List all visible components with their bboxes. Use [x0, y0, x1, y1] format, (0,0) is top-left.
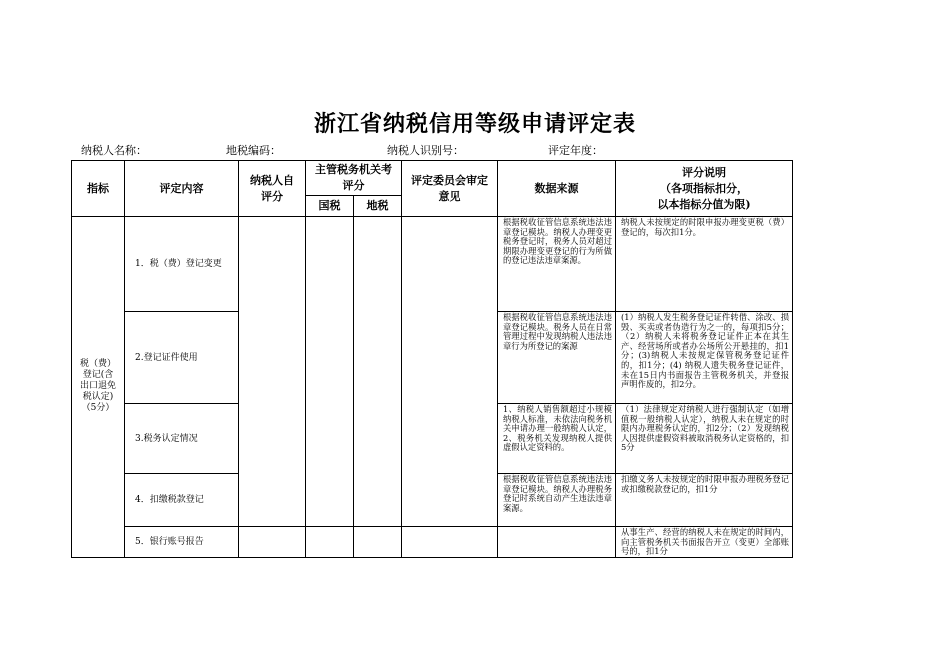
table-row	[72, 527, 793, 558]
local-score-cell	[354, 217, 402, 527]
self-score-cell	[239, 527, 306, 558]
taxpayer-name-label: 纳税人名称：	[81, 144, 147, 157]
source-cell	[498, 527, 616, 558]
content-cell: 2.登记证件使用	[125, 312, 239, 404]
eval-year-label: 评定年度：	[548, 144, 603, 157]
self-score-header: 纳税人自 评分	[239, 161, 306, 217]
source-cell: 根据税收征管信息系统违法违章登记模块。纳税人办理变更税务登记时，税务人员对超过期限办理变更登记的行为所做的登记违法违章案源。	[498, 217, 616, 312]
local-tax-header: 地税	[354, 196, 402, 217]
committee-cell	[402, 217, 498, 527]
national-tax-header: 国税	[306, 196, 354, 217]
local-score-cell	[354, 527, 402, 558]
source-cell: 1、纳税人销售额超过小规模纳税人标准，未依法向税务机关申请办理一般纳税人认定，2、税务机关发现纳税人提供虚假认定资料的。	[498, 404, 616, 474]
content-cell: 4．扣缴税款登记	[125, 474, 239, 527]
explain-header: 评分说明 （各项指标扣分， 以本指标分值为限)	[616, 161, 793, 217]
taxpayer-id-label: 纳税人识别号：	[387, 144, 464, 157]
tax-code-label: 地税编码：	[226, 144, 281, 157]
content-header: 评定内容	[125, 161, 239, 217]
evaluation-table	[71, 160, 793, 558]
note-cell: 纳税人未按规定的时限申报办理变更税（费）登记的，每次扣1分。	[616, 217, 793, 312]
data-source-header: 数据来源	[498, 161, 616, 217]
source-cell: 根据税收征管信息系统违法违章登记模块。纳税人办理税务登记时系统自动产生违法违章案源。	[498, 474, 616, 527]
note-cell: 从事生产、经营的纳税人未在规定的时间内，向主管税务机关书面报告开立（变更）全部账号的，扣1分	[616, 527, 793, 558]
source-cell: 根据税收征管信息系统违法违章登记模块。税务人员在日常管理过程中发现纳税人违法违章行为所登记的案源	[498, 312, 616, 404]
note-cell: (1）纳税人发生税务登记证件转借、涂改、损毁、买卖或者伪造行为之一的，每项扣5分；（2）纳税人未将税务登记证件正本在其生产、经营场所或者办公场所公开悬挂的，扣1分；(3)纳税人未按规定保管税务登记证件的，扣1分；(4) 纳税人遗失税务登记证件，未在15日内书面报告主管税务机关，并登报声明作废的，扣2分。	[616, 312, 793, 404]
indicator-header: 指标	[72, 161, 125, 217]
category-cell: 税（费） 登记(含 出口退免 税认定) （5分）	[72, 217, 125, 558]
header-row-1	[72, 161, 793, 196]
table-row	[72, 217, 793, 312]
note-cell: 扣缴义务人未按规定的时限申报办理税务登记或扣缴税款登记的，扣1分	[616, 474, 793, 527]
note-cell: （1）法律规定对纳税人进行强制认定（如增值税一般纳税人认定），纳税人未在规定的时限内办理税务认定的，扣2分；（2）发现纳税人因提供虚假资料被取消税务认定资格的，扣5分	[616, 404, 793, 474]
committee-cell	[402, 527, 498, 558]
committee-header: 评定委员会审定 意见	[402, 161, 498, 217]
national-score-cell	[306, 217, 354, 527]
content-cell: 3.税务认定情况	[125, 404, 239, 474]
authority-score-header: 主管税务机关考 评分	[306, 161, 402, 196]
document-title: 浙江省纳税信用等级申请评定表	[313, 111, 636, 137]
content-cell: 5．银行账号报告	[125, 527, 239, 558]
national-score-cell	[306, 527, 354, 558]
self-score-cell	[239, 217, 306, 527]
content-cell: 1．税（费）登记变更	[125, 217, 239, 312]
